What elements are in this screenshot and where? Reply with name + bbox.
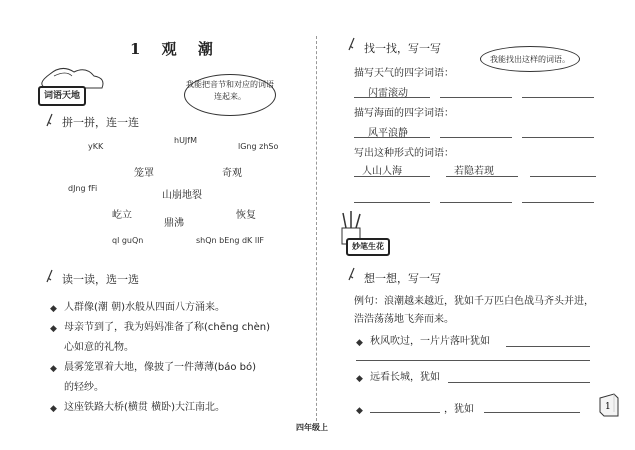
answer-line[interactable] bbox=[370, 412, 440, 413]
answer-line bbox=[354, 137, 430, 138]
answer-line[interactable] bbox=[530, 176, 596, 177]
hint-bubble-left: 我能把音节和对应的词语连起来。 bbox=[184, 74, 276, 116]
answer-line[interactable] bbox=[448, 382, 590, 383]
bullet-diamond-icon: ◆ bbox=[356, 338, 363, 348]
pen-icon bbox=[346, 36, 356, 52]
answer-line[interactable] bbox=[506, 346, 590, 347]
prompt: 秋风吹过，一片片落叶犹如 bbox=[370, 336, 490, 347]
bullet-diamond-icon: ◆ bbox=[356, 406, 363, 416]
section-badge-writing: 妙笔生花 bbox=[346, 238, 390, 256]
answer-line bbox=[354, 176, 430, 177]
answer-sea: 风平浪静 bbox=[368, 128, 408, 139]
word-item: 鼎沸 bbox=[164, 218, 184, 229]
page-number: 1 bbox=[605, 402, 611, 412]
pinyin-item: shQn bEng dK lIF bbox=[196, 236, 265, 245]
answer-line[interactable] bbox=[440, 137, 512, 138]
answer-line bbox=[446, 176, 518, 177]
answer-line[interactable] bbox=[356, 360, 590, 361]
sentence: 的轻纱。 bbox=[64, 382, 104, 393]
answer-line[interactable] bbox=[484, 412, 580, 413]
answer-weather: 闪雷滚动 bbox=[368, 88, 408, 99]
word-item: 恢复 bbox=[236, 210, 256, 221]
right-task-heading: 找一找，写一写 bbox=[364, 42, 441, 55]
pen-icon bbox=[346, 266, 356, 282]
question-weather: 描写天气的四字词语： bbox=[354, 68, 454, 79]
bullet-diamond-icon: ◆ bbox=[50, 324, 57, 334]
pinyin-item: hUJfM bbox=[174, 136, 198, 145]
word-item: 奇观 bbox=[222, 168, 242, 179]
pinyin-item: yKK bbox=[88, 142, 104, 151]
page-number-badge bbox=[598, 392, 620, 418]
sentence: 母亲节到了，我为妈妈准备了称(chēng chèn) bbox=[64, 322, 270, 333]
prompt: 远看长城，犹如 bbox=[370, 372, 440, 383]
question-form: 写出这种形式的词语： bbox=[354, 148, 454, 159]
bullet-diamond-icon: ◆ bbox=[50, 364, 57, 374]
section-badge-word-world: 词语天地 bbox=[38, 86, 86, 106]
task2-heading: 读一读，选一选 bbox=[62, 273, 139, 286]
pinyin-item: ql guQn bbox=[112, 236, 144, 245]
example-sentence-line2: 浩浩荡荡地飞奔而来。 bbox=[354, 314, 454, 325]
task1-heading: 拼一拼，连一连 bbox=[62, 116, 139, 129]
pen-icon bbox=[44, 268, 54, 284]
bullet-diamond-icon: ◆ bbox=[50, 404, 57, 414]
column-divider bbox=[316, 36, 317, 421]
example-word: 若隐若现 bbox=[454, 166, 494, 177]
sentence: 这座铁路大桥(横贯 横卧)大江南北。 bbox=[64, 402, 225, 413]
pinyin-item: dJng fFi bbox=[68, 184, 98, 193]
prompt: ，犹如 bbox=[444, 404, 474, 415]
right-task2-heading: 想一想，写一写 bbox=[364, 272, 441, 285]
bullet-diamond-icon: ◆ bbox=[356, 374, 363, 384]
answer-line[interactable] bbox=[522, 137, 594, 138]
hint-bubble-right: 我能找出这样的词语。 bbox=[480, 46, 580, 72]
word-item: 笼罩 bbox=[134, 168, 154, 179]
page-title: 1 观 潮 bbox=[130, 40, 221, 58]
word-item: 屹立 bbox=[112, 210, 132, 221]
example-word: 人山人海 bbox=[362, 166, 402, 177]
answer-line[interactable] bbox=[440, 97, 512, 98]
answer-line[interactable] bbox=[440, 202, 512, 203]
question-sea: 描写海面的四字词语： bbox=[354, 108, 454, 119]
footer-grade: 四年级上 bbox=[296, 423, 328, 432]
bullet-diamond-icon: ◆ bbox=[50, 304, 57, 314]
sentence: 晨雾笼罩着大地，像披了一件薄薄(báo bó) bbox=[64, 362, 257, 373]
answer-line[interactable] bbox=[354, 202, 430, 203]
answer-line bbox=[354, 97, 430, 98]
answer-line[interactable] bbox=[522, 202, 594, 203]
word-item: 山崩地裂 bbox=[162, 190, 202, 201]
pinyin-item: lGng zhSo bbox=[238, 142, 279, 151]
sentence: 心如意的礼物。 bbox=[64, 342, 134, 353]
pen-icon bbox=[44, 112, 54, 128]
sentence: 人群像(潮 朝)水般从四面八方涌来。 bbox=[64, 302, 225, 313]
example-sentence-line1: 例句：浪潮越来越近，犹如千万匹白色战马齐头并进， bbox=[354, 296, 594, 307]
answer-line[interactable] bbox=[522, 97, 594, 98]
